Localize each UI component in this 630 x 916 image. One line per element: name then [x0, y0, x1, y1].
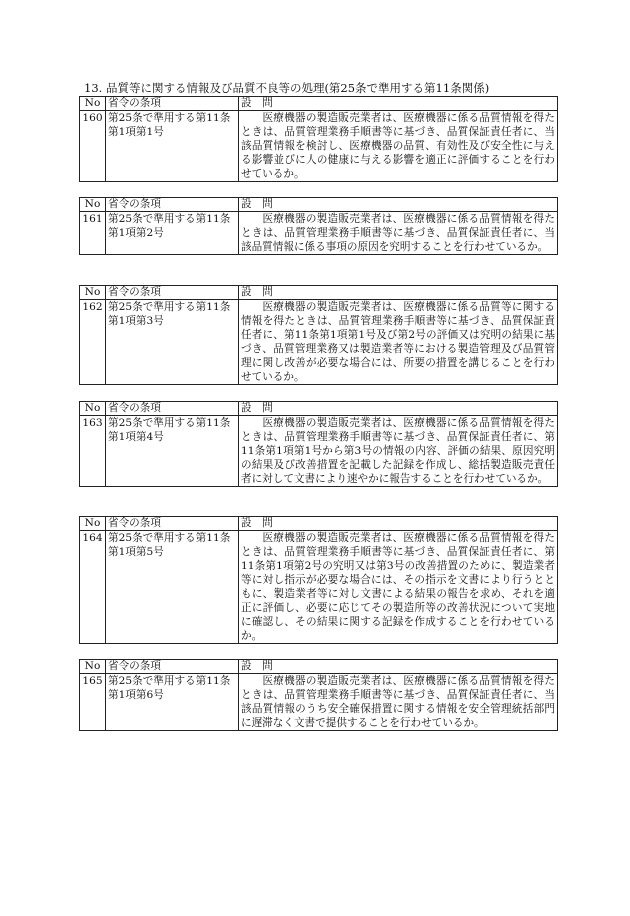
table-row: [80, 531, 558, 644]
row-question-text: 医療機器の製造販売業者は、医療機器に係る品質等に関する情報を得たときは、品質管理業務手順書等に基づき、品質保証責任者に、第11条第1項第1号及び第2号の評価又は究明の結果に基づき、品質管理業務又は製造業者等における製造管理及び品質管理に関し改善が必要な場合には、所要の措置を講じることを行わせているか。: [241, 301, 555, 383]
row-question-text: 医療機器の製造販売業者は、医療機器に係る品質情報を得たときは、品質管理業務手順書等に基づき、品質保証責任者に、第11条第1項第2号の究明又は第3号の改善措置のために、製造業者等に対し指示が必要な場合には、その指示を文書により行うとともに、製造業者等に対し文書による結果の報告を求め、それを適正に評価し、必要に応じてその製造所等の改善状況について実地に確認し、その結果に関する記録を作成することを行わせているか。: [241, 532, 555, 642]
header-question: 設 問: [239, 286, 558, 300]
header-article: 省令の条項: [106, 198, 239, 212]
header-no: No: [80, 286, 106, 300]
header-question: 設 問: [239, 198, 558, 212]
row-no: 161: [80, 212, 106, 255]
header-no: No: [80, 517, 106, 531]
header-article: 省令の条項: [106, 97, 239, 111]
question-table-161: [79, 197, 557, 255]
question-table-163: [79, 401, 557, 487]
row-no: 164: [80, 531, 106, 644]
row-no: 163: [80, 416, 106, 487]
header-question: 設 問: [239, 660, 558, 674]
table-row: [80, 674, 558, 731]
page-title: 13. 品質等に関する情報及び品質不良等の処理(第25条で準用する第11条関係): [84, 81, 490, 95]
header-article: 省令の条項: [106, 517, 239, 531]
row-question: [239, 416, 558, 487]
table-row: [80, 300, 558, 385]
header-no: No: [80, 198, 106, 212]
row-no: 162: [80, 300, 106, 385]
header-question: 設 問: [239, 402, 558, 416]
table-row: [80, 212, 558, 255]
row-question: [239, 111, 558, 182]
row-question-text: 医療機器の製造販売業者は、医療機器に係る品質情報を得たときは、品質管理業務手順書等に基づき、品質保証責任者に、第11条第1項第1号から第3号の情報の内容、評価の結果、原因究明の結果及び改善措置を記載した記録を作成し、総括製造販売責任者に対して文書により速やかに報告することを行わせているか。: [241, 417, 555, 485]
row-question: [239, 531, 558, 644]
table-row: [80, 416, 558, 487]
table-row: [80, 111, 558, 182]
table-header-row: [80, 517, 558, 531]
question-table-162: [79, 285, 557, 385]
row-no: 165: [80, 674, 106, 731]
row-question: [239, 212, 558, 255]
row-article: 第25条で準用する第11条第1項第5号: [106, 531, 239, 644]
header-article: 省令の条項: [106, 402, 239, 416]
row-no: 160: [80, 111, 106, 182]
row-question-text: 医療機器の製造販売業者は、医療機器に係る品質情報を得たときは、品質管理業務手順書等に基づき、品質保証責任者に、当該品質情報のうち安全確保措置に関する情報を安全管理統括部門に遅滞なく文書で提供することを行わせているか。: [241, 675, 555, 729]
row-article: 第25条で準用する第11条第1項第6号: [106, 674, 239, 731]
header-question: 設 問: [239, 97, 558, 111]
question-table-160: [79, 96, 557, 182]
row-question: [239, 674, 558, 731]
question-table-164: [79, 516, 557, 644]
table-header-row: [80, 402, 558, 416]
header-no: No: [80, 660, 106, 674]
header-article: 省令の条項: [106, 286, 239, 300]
row-article: 第25条で準用する第11条第1項第1号: [106, 111, 239, 182]
header-question: 設 問: [239, 517, 558, 531]
row-article: 第25条で準用する第11条第1項第3号: [106, 300, 239, 385]
table-header-row: [80, 660, 558, 674]
header-no: No: [80, 97, 106, 111]
question-table-165: [79, 659, 557, 731]
header-no: No: [80, 402, 106, 416]
header-article: 省令の条項: [106, 660, 239, 674]
table-header-row: [80, 286, 558, 300]
row-question: [239, 300, 558, 385]
row-article: 第25条で準用する第11条第1項第2号: [106, 212, 239, 255]
row-article: 第25条で準用する第11条第1項第4号: [106, 416, 239, 487]
row-question-text: 医療機器の製造販売業者は、医療機器に係る品質情報を得たときは、品質管理業務手順書等に基づき、品質保証責任者に、当該品質情報に係る事項の原因を究明することを行わせているか。: [241, 213, 555, 253]
table-header-row: [80, 198, 558, 212]
row-question-text: 医療機器の製造販売業者は、医療機器に係る品質情報を得たときは、品質管理業務手順書等に基づき、品質保証責任者に、当該品質情報を検討し、医療機器の品質、有効性及び安全性に与える影響並びに人の健康に与える影響を適正に評価することを行わせているか。: [241, 112, 555, 180]
table-header-row: [80, 97, 558, 111]
